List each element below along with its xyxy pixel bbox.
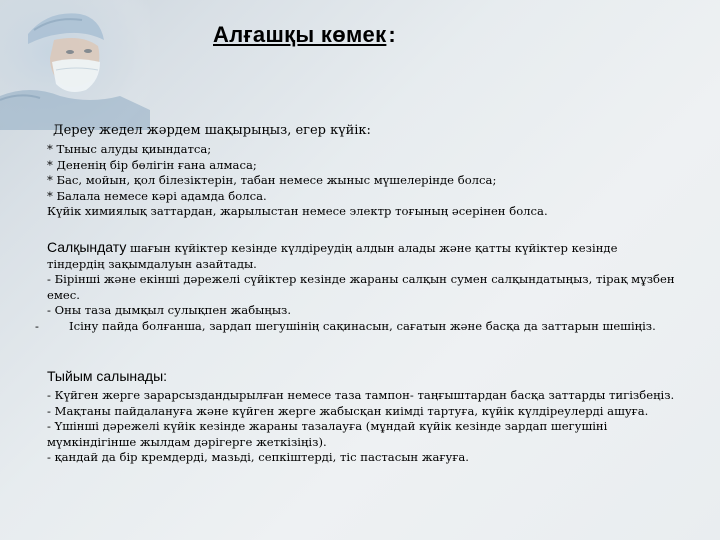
section2-lead <box>47 239 677 272</box>
list-item-indented <box>35 318 677 335</box>
section2-lead-rest: шағын күйіктер кезінде күлдіреудің алдын алады және қатты күйіктер кезінде тіндердің зақымдалуын азайтады. <box>47 241 618 271</box>
list-item: - қандай да бір кремдерді, мазьді, сепкіштерді, тіс пастасын жағуға. <box>47 450 469 464</box>
section3-heading: Тыйым салынады: <box>47 368 168 384</box>
list-item: * Дененің бір бөлігін ғана алмаса; <box>47 157 257 172</box>
section-call-ambulance <box>47 123 677 220</box>
section1-list <box>47 142 677 220</box>
section-cooling <box>35 239 677 334</box>
surgeon-photo <box>0 0 150 130</box>
section2-lead-word: Салқындату <box>47 239 127 255</box>
list-item: * Тыныс алуды қиындатса; <box>47 142 212 156</box>
list-item: Күйік химиялық заттардан, жарылыстан немесе электр тоғының әсерінен болса. <box>47 204 548 218</box>
list-item: - Оны таза дымқыл сулықпен жабыңыз. <box>47 303 292 317</box>
section-prohibited <box>47 368 677 466</box>
list-item: - Мақтаны пайдалануға және күйген жерге жабысқан киімді тартуға, күйік күлдіреулерді ашуға. <box>47 403 649 418</box>
title-colon: : <box>388 22 397 47</box>
bullet-mark: - <box>35 318 39 333</box>
list-item: - Үшінші дәрежелі күйік кезінде жараны тазалауға (мұндай күйік кезінде зардап шегушіні мүмкіндігінше жылдам дәрігерге жеткізіңіз). <box>47 419 608 449</box>
page-title <box>213 22 396 48</box>
list-item-text: Ісіну пайда болғанша, зардап шегушінің сақинасын, сағатын және басқа да заттарын шешіңіз. <box>69 318 656 333</box>
list-item: * Бас, мойын, қол білезіктерін, табан немесе жыныс мүшелерінде болса; <box>47 173 497 187</box>
list-item: - Күйген жерге зарарсыздандырылған немесе таза тампон- таңғыштардан басқа заттарды тигізбеңіз. <box>47 388 675 402</box>
list-item: - Бірінші және екінші дәрежелі сүйіктер кезінде жараны салқын сумен салқындатыңыз, тірақ мұзбен емес. <box>47 272 675 302</box>
list-item: * Балала немесе кәрі адамда болса. <box>47 188 267 203</box>
section1-heading: Дереу жедел жәрдем шақырыңыз, егер күйік: <box>53 123 371 138</box>
title-text: Алғашқы көмек <box>213 22 387 47</box>
